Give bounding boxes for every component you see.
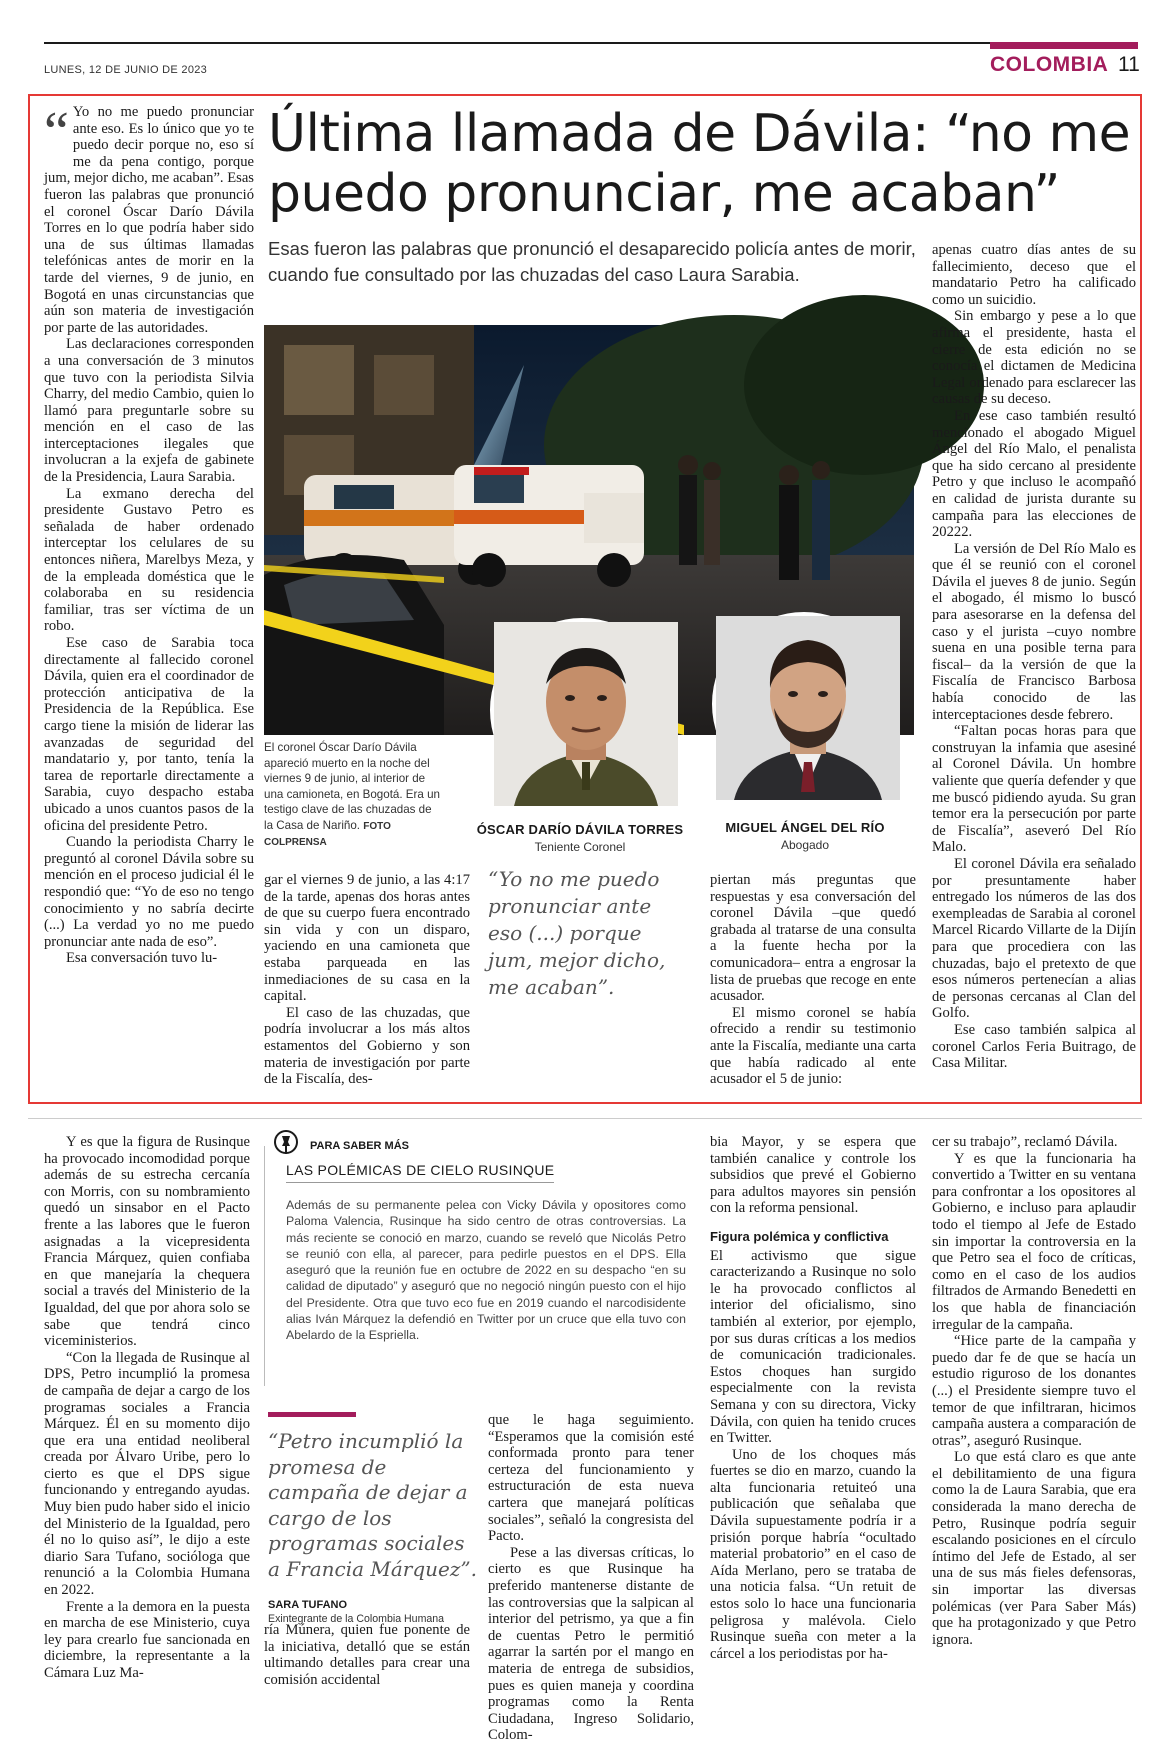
article-column-4 <box>932 242 1136 1072</box>
article2-column-4 <box>710 1134 916 1662</box>
section-divider <box>28 1118 1142 1119</box>
portrait-name-2: MIGUEL ÁNGEL DEL RÍO <box>725 820 885 835</box>
paragraph: Uno de los choques más fuertes se dio en marzo, cuando la alta funcionaria retuiteó una publicación que señalaba que Dávila supuestamente podría ir a prisión porque habría “ocultado material probatorio” en el caso de Aída Merlano, pero se trataba de una noticia falsa. “Un retuit de estos solo lo hace una funcionaria peligrosa y malévola. Cielo Rusinque sueña con meter a la cárcel a los periodistas por ha- <box>710 1446 916 1662</box>
article-column-1 <box>44 101 254 967</box>
paragraph: gar el viernes 9 de junio, a las 4:17 de la tarde, apenas dos horas antes de que su cuerpo fuera encontrado sin vida y con un disparo, yaciendo en una camioneta que estaba parqueada en las inmediaciones de su casa en la capital. <box>264 872 470 1005</box>
paragraph: bia Mayor, y se espera que también canalice y controle los subsidios que prevé el Gobierno para adultos mayores sin pensión con la reforma pensional. <box>710 1134 916 1217</box>
page-number: 11 <box>1118 53 1140 76</box>
paragraph: Ese caso de Sarabia toca directamente al fallecido coronel Dávila, quien era el coordinador de protección anticipativa de la Presidencia de la República. Ese cargo tiene la misión de liderar las avanzadas de seguridad del mandatario y, por tanto, tenía la tarea de reportarle directamente a Sarabia, cuyo despacho estaba ubicado a unos cuantos pasos de la oficina del presidente Petro. <box>44 635 254 834</box>
article-column-2 <box>264 872 470 1088</box>
photo-caption <box>264 740 442 851</box>
paragraph: La versión de Del Río Malo es que él se reunió con el coronel Dávila el jueves 8 de junio. Según el abogado, él mismo lo buscó para asesorarse en la defensa del caso y el jurista –cuyo nombre suena en una posible terna para fiscal– da la versión de que la Fiscalía de Francisco Barbosa había conocido de las interceptaciones desde febrero. <box>932 540 1136 723</box>
portrait-dav-ila <box>490 618 674 802</box>
caption-text: El coronel Óscar Darío Dávila apareció muerto en la noche del viernes 9 de junio, al interior de una camioneta, en Bogotá. Era un testigo clave de las chuzadas de la Casa de Nariño. <box>264 741 440 832</box>
portrait-del-rio <box>712 612 896 796</box>
header-rule <box>44 42 1138 44</box>
paragraph: Lo que está claro es que ante el debilitamiento de una figura como la de Laura Sarabia, que era considerada la mano derecha de Petro, Rusinque podría seguir escalando posiciones en el círculo íntimo del Jefe de Estado, al ser una de sus más fieles defensoras, sin importar las diversas polémicas (ver Para Saber Más) que ha protagonizado y que Petro ignora. <box>932 1449 1136 1648</box>
paragraph: El mismo coronel se había ofrecido a rendir su testimonio ante la Fiscalía, mediante una carta que había radicado al ente acusador el 5 de junio: <box>710 1004 916 1088</box>
paragraph: “Hice parte de la campaña y puedo dar fe de que se hacía un estudio riguroso de los donantes (...) el Presidente siempre tuvo el temor de que infiltraran, hicimos campaña austera a comparación de otras”, aseguró Rusinque. <box>932 1333 1136 1449</box>
paragraph: En ese caso también resultó mencionado el abogado Miguel Ángel del Río Malo, el penalista que ha sido cercano al presidente Petro y que incluso le acompañó en calidad de jurista durante su campaña para las elecciones de 20222. <box>932 407 1136 541</box>
sidebar-kicker: PARA SABER MÁS <box>310 1140 410 1152</box>
sidebar-box <box>264 1130 688 1344</box>
section-name: COLOMBIA <box>990 53 1109 76</box>
paragraph: Yo no me puedo pronunciar ante eso. Es lo único que yo te puedo decir porque no, eso sí me da pena contigo, porque jum, mejor dicho, me acaban”. Esas fueron las palabras que pronunció el coronel Óscar Darío Dávila Torres en lo que podría haber sido una de sus últimas llamadas telefónicas antes de morir en la tarde del viernes, 9 de junio, en Bogotá en unas circunstancias que aún son materia de investigación por parte de las autoridades. <box>44 104 254 336</box>
paragraph: Y es que la funcionaria ha convertido a Twitter en su ventana para confrontar a los opositores al Gobierno, e incluso para aplaudir todo el tiempo al Jefe de Estado sin importar la controversia en la que Petro sea el foco de críticas, como en el caso de los audios filtrados de Armando Benedetti en los que habla de financiación irregular de la campaña. <box>932 1150 1136 1333</box>
paragraph: “Faltan pocas horas para que construyan la infamia que asesiné al Coronel Dávila. Un hombre valiente que quería defender y que me buscó pidiendo ayuda. Su gran temor era la persecución por parte de Fiscalía”, aseveró Del Río Malo. <box>932 723 1136 856</box>
article2-column-1 <box>44 1134 250 1682</box>
subheading: Figura polémica y conflictiva <box>710 1228 889 1244</box>
paragraph: El activismo que sigue caracterizando a Rusinque no solo le ha provocado conflictos al interior del oficialismo, sino también al exterior, por ejemplo, por sus duras críticas a los medios de comunicación tradicionales. Estos choques han surgido especialmente con la revista Semana y con su directora, Vicky Dávila, con quien ha tenido cruces en Twitter. <box>710 1247 916 1447</box>
paragraph: cer su trabajo”, reclamó Dávila. <box>932 1134 1118 1150</box>
pull-quote-author-role: Exintegrante de la Colombia Humana <box>268 1612 445 1625</box>
article2-column-5 <box>932 1134 1136 1648</box>
paragraph: “Con la llegada de Rusinque al DPS, Petro incumplió la promesa de campaña de dejar a cargo de los programas sociales a Francia Márquez. Él en su momento dijo que era una entidad neoliberal creada por Álvaro Uribe, pero lo cierto es que el DPS sigue funcionando y entregando ayudas. Muy bien pudo haber sido el inicio del Ministerio de la Igualdad, pero él no lo quiso así”, le dijo a este diario Sara Tufano, socióloga que renunció a la Colombia Humana en 2022. <box>44 1349 250 1599</box>
portrait-role-2: Abogado <box>780 838 830 852</box>
issue-date: LUNES, 12 DE JUNIO DE 2023 <box>44 64 208 76</box>
portrait-role-1: Teniente Coronel <box>534 840 626 854</box>
pull-quote: “Yo no me puedo pronunciar ante eso (...) porque jum, mejor dicho, me acaban”. <box>488 867 666 999</box>
section-accent-bar <box>990 42 1138 49</box>
article2-column-3 <box>488 1412 694 1744</box>
pull-quote-2 <box>268 1412 480 1625</box>
pull-quote-author: SARA TUFANO <box>268 1598 348 1611</box>
paragraph: apenas cuatro días antes de su fallecimiento, deceso que el mandatario Petro ha calificado como un suicidio. <box>932 242 1136 308</box>
pull-quote-accent-bar <box>268 1412 356 1417</box>
headline: Última llamada de Dávila: “no me puedo pronunciar, me acaban” <box>268 104 1131 224</box>
paragraph: El caso de las chuzadas, que podría involucrar a los más altos estamentos del Gobierno y son materia de investigación por parte de la Fiscalía, des- <box>264 1004 470 1088</box>
sidebar-rule <box>264 1146 265 1386</box>
portrait-name-1: ÓSCAR DARÍO DÁVILA TORRES <box>476 822 684 837</box>
pin-icon <box>274 1130 298 1158</box>
paragraph: Sin embargo y pese a lo que afirma el presidente, hasta el cierre de esta edición no se conocía el dictamen de Medicina Legal ordenado para esclarecer las causas de su deceso. <box>932 308 1136 408</box>
photo-credit: FOTO COLPRENSA <box>264 820 391 848</box>
paragraph: Cuando la periodista Charry le preguntó al coronel Dávila sobre su mención en el proceso judicial él le respondió que: “Yo de eso no tengo conocimiento y no sabría decirte (...) La verdad yo no me puedo pronunciar ante nada de eso”. <box>44 834 254 950</box>
paragraph: ría Múnera, quien fue ponente de la iniciativa, detalló que se están ultimando detalles para crear una comisión accidental <box>264 1622 470 1688</box>
paragraph: El coronel Dávila era señalado por presuntamente haber entregado los números de las dos exempleadas de Sarabia al coronel Marcel Ricardo Villarte de la Dijín para que procediera con las chuzadas, bajo el pretexto de que esos números pertenecían a alias de personas cercanas al Clan del Golfo. <box>932 855 1136 1022</box>
paragraph: Frente a la demora en la puesta en marcha de ese Ministerio, cuya ley para crearlo fue sancionada en diciembre, la representante a la Cámara Luz Ma- <box>44 1598 250 1681</box>
paragraph: La exmano derecha del presidente Gustavo Petro es señalada de haber ordenado interceptar los celulares de su entonces niñera, Marelbys Meza, y de la empleada doméstica que le colaboraba en su residencia familiar, tras ser víctima de un robo. <box>44 485 254 635</box>
article2-column-2 <box>264 1622 470 1688</box>
paragraph: piertan más preguntas que respuestas y esa conversación del coronel Dávila –que quedó grabada al tratarse de una consulta a la fuente hecha por la comunicadora– entra a engrosar la lista de pruebas que recoge en ente acusador. <box>710 872 916 1005</box>
paragraph: Pese a las diversas críticas, lo cierto es que Rusinque ha preferido mantenerse distante de las controversias que la salpican al interior del petrismo, ya que a fin de cuentas Petro le permitió agarrar la sartén por el mango en materia de entrega de subsidios, pues es quien maneja y coordina programas como la Renta Ciudadana, Ingreso Solidario, Colom- <box>488 1544 694 1744</box>
drop-quote-mark: “ <box>44 101 69 163</box>
deck: Esas fueron las palabras que pronunció el desaparecido policía antes de morir, cuando fue consultado por las chuzadas del caso Laura Sarabia. <box>268 238 916 285</box>
paragraph: Esa conversación tuvo lu- <box>66 950 218 967</box>
sidebar-body: Además de su permanente pelea con Vicky Dávila y opositores como Paloma Valencia, Rusinque ha sido centro de otras controversias. La más reciente se conoció en marzo, cuando se reveló que Nicolás Petro se reunió con ella, al parecer, para pedirle puestos en el DPS. Ella aseguró que la reunión fue en octubre de 2022 en su despacho “en su calidad de diputado” y aseguró que no negoció ningún puesto con el hijo del Presidente. Otra que tuvo eco fue en 2019 cuando el narcodisidente alias Iván Márquez la defendió en Twitter por un cruce que ella tuvo con Abelardo de la Espriella. <box>286 1198 686 1343</box>
paragraph: que le haga seguimiento. “Esperamos que la comisión esté conformada pronto para tener certeza del funcionamiento y estructuración de esta nueva cartera que manejará políticas sociales”, señaló la congresista del Pacto. <box>488 1412 694 1545</box>
pull-quote-2-text: “Petro incumplió la promesa de campaña de dejar a cargo de los programas sociales a Francia Márquez”. <box>268 1429 478 1581</box>
sidebar-title: LAS POLÉMICAS DE CIELO RUSINQUE <box>286 1162 554 1183</box>
paragraph: Ese caso también salpica al coronel Carlos Feria Buitrago, de Casa Militar. <box>932 1021 1136 1072</box>
paragraph: Las declaraciones corresponden a una conversación de 3 minutos que tuvo con la periodista Silvia Charry, del medio Cambio, quien lo llamó para preguntarle sobre su mención en el caso de las interceptaciones ilegales que involucran a la exjefa de gabinete de la Presidencia, Laura Sarabia. <box>44 336 254 486</box>
article-column-3 <box>710 872 916 1088</box>
paragraph: Y es que la figura de Rusinque ha provocado incomodidad porque además de su estrecha cercanía con Morris, con su nombramiento quedó un sinsabor en el Pacto frente a las labores que le fueron asignadas a la vicepresidenta Francia Márquez, quien confiaba en que manejaría la chequera social a través del Ministerio de la Igualdad, del que por ahora solo se sabe que tendrá cinco viceministerios. <box>44 1134 250 1350</box>
